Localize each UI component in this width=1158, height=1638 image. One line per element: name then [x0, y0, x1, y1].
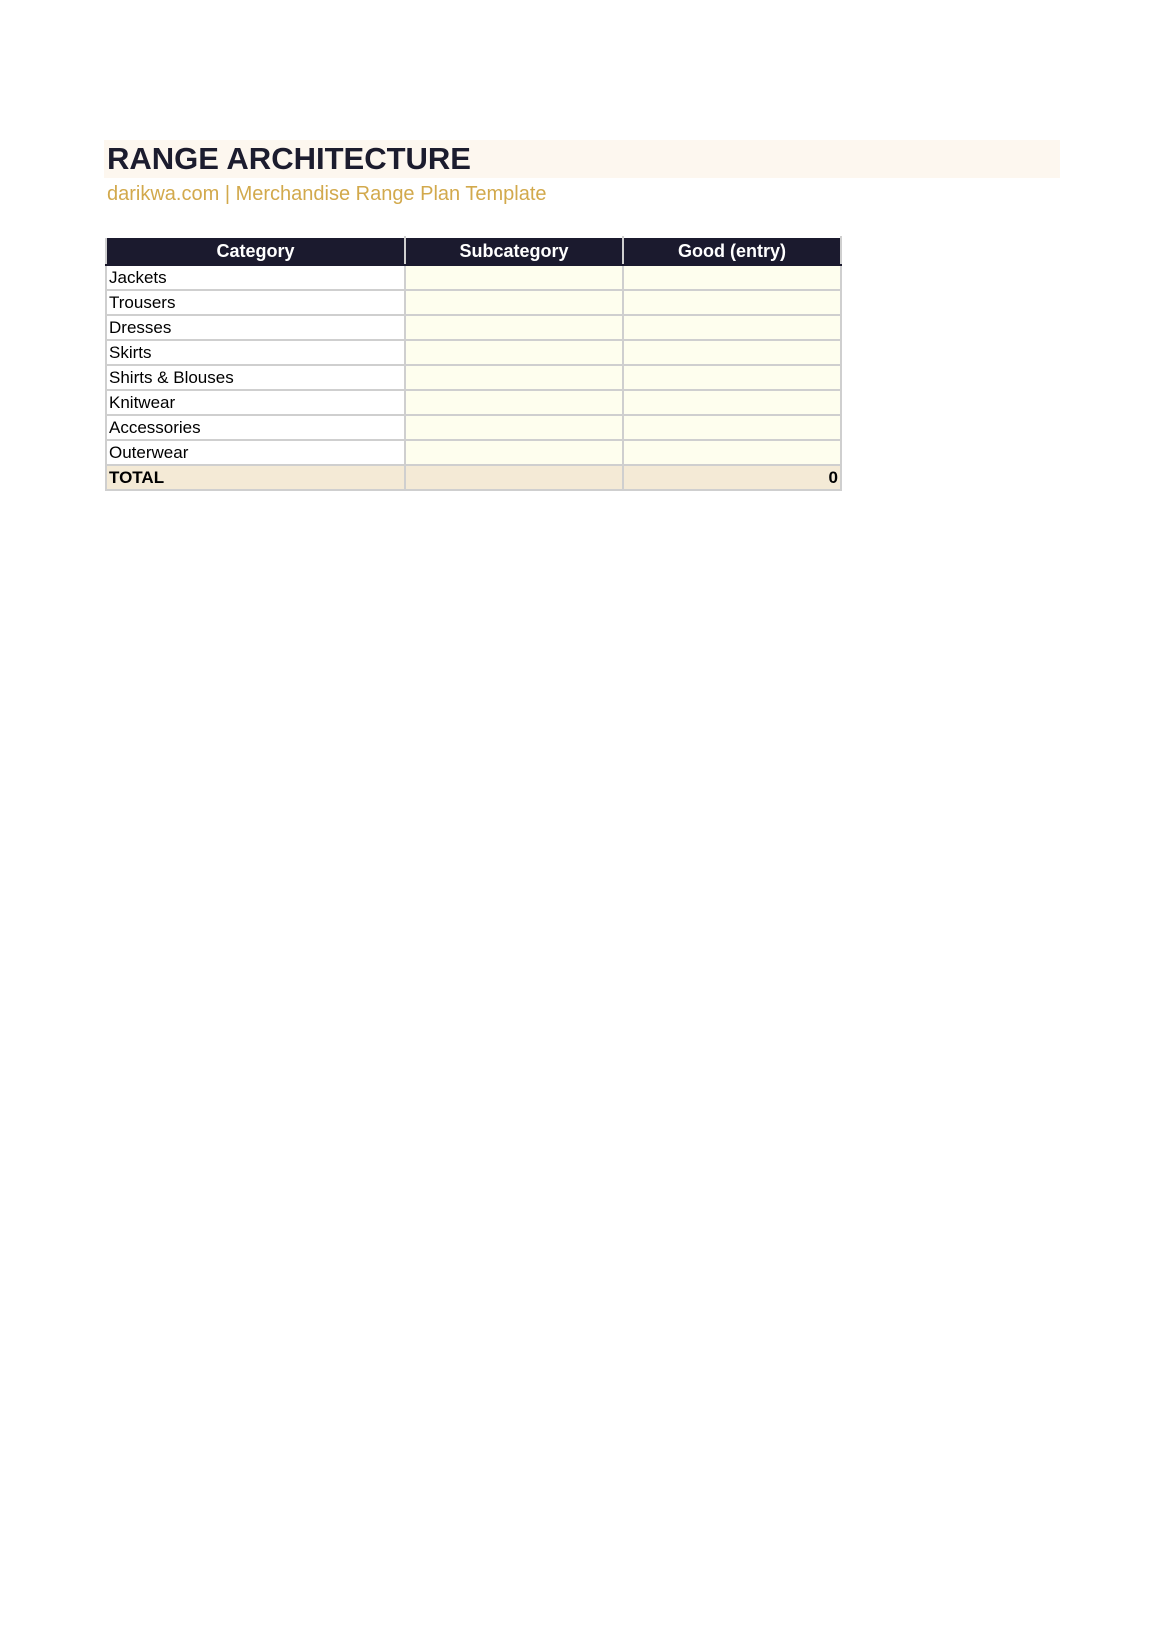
- total-row: [106, 465, 841, 490]
- table-row: [106, 415, 841, 440]
- good-entry-cell[interactable]: [623, 390, 841, 415]
- table-row: [106, 315, 841, 340]
- column-header-good: Good (entry): [623, 237, 841, 265]
- good-entry-cell[interactable]: [623, 415, 841, 440]
- subcategory-entry-cell[interactable]: [405, 265, 623, 290]
- page-title: RANGE ARCHITECTURE: [107, 141, 471, 176]
- table-row: [106, 365, 841, 390]
- category-cell: Outerwear: [106, 440, 405, 465]
- category-cell: Dresses: [106, 315, 405, 340]
- table-header-row: [106, 237, 841, 265]
- page-subtitle: darikwa.com | Merchandise Range Plan Template: [107, 183, 547, 205]
- category-cell: Skirts: [106, 340, 405, 365]
- total-label: TOTAL: [106, 465, 405, 490]
- category-cell: Trousers: [106, 290, 405, 315]
- subcategory-entry-cell[interactable]: [405, 340, 623, 365]
- table-row: [106, 440, 841, 465]
- subcategory-entry-cell[interactable]: [405, 315, 623, 340]
- category-cell: Accessories: [106, 415, 405, 440]
- table-row: [106, 340, 841, 365]
- good-entry-cell[interactable]: [623, 365, 841, 390]
- total-subcategory-cell: [405, 465, 623, 490]
- good-entry-cell[interactable]: [623, 315, 841, 340]
- category-cell: Jackets: [106, 265, 405, 290]
- good-entry-cell[interactable]: [623, 340, 841, 365]
- good-entry-cell[interactable]: [623, 265, 841, 290]
- range-table: [105, 236, 842, 491]
- column-header-subcategory: Subcategory: [405, 237, 623, 265]
- subcategory-entry-cell[interactable]: [405, 390, 623, 415]
- table-row: [106, 390, 841, 415]
- category-cell: Knitwear: [106, 390, 405, 415]
- subcategory-entry-cell[interactable]: [405, 365, 623, 390]
- column-header-category: Category: [106, 237, 405, 265]
- total-good-value: 0: [623, 465, 841, 490]
- good-entry-cell[interactable]: [623, 290, 841, 315]
- good-entry-cell[interactable]: [623, 440, 841, 465]
- category-cell: Shirts & Blouses: [106, 365, 405, 390]
- subcategory-entry-cell[interactable]: [405, 440, 623, 465]
- table-row: [106, 290, 841, 315]
- subcategory-entry-cell[interactable]: [405, 415, 623, 440]
- subcategory-entry-cell[interactable]: [405, 290, 623, 315]
- table-row: [106, 265, 841, 290]
